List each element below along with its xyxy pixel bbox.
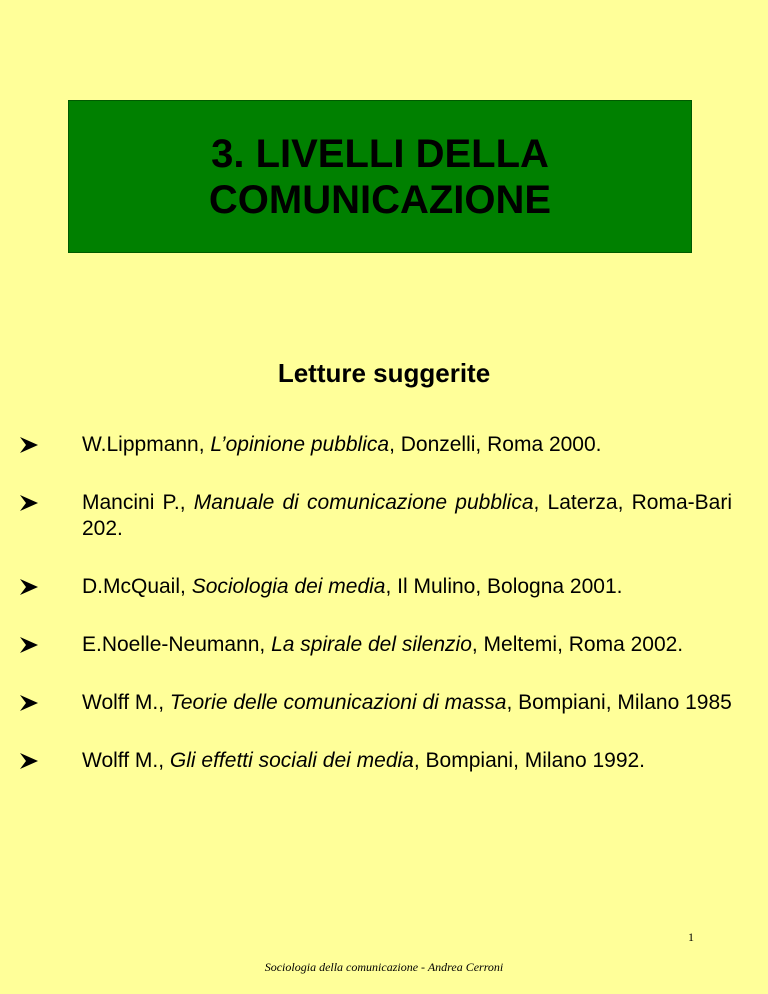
ref-author: E.Noelle-Neumann, <box>82 633 272 656</box>
title-line-1: 3. LIVELLI DELLA <box>211 131 549 176</box>
list-item <box>20 690 732 716</box>
arrow-bullet-icon <box>20 495 38 511</box>
ref-author: W.Lippmann, <box>82 433 211 456</box>
ref-author: Wolff M., <box>82 691 170 714</box>
arrow-bullet-icon <box>20 437 38 453</box>
list-item <box>20 632 732 658</box>
list-item <box>20 490 732 542</box>
ref-work: Gli effetti sociali dei media <box>169 749 414 772</box>
ref-publisher: , Il Mulino, Bologna 2001. <box>385 575 623 598</box>
title-box <box>68 100 692 253</box>
ref-publisher: , Donzelli, Roma 2000. <box>389 433 602 456</box>
ref-work: Manuale di comunicazione pubblica <box>193 491 534 514</box>
list-item <box>20 574 732 600</box>
arrow-bullet-icon <box>20 579 38 595</box>
ref-work: L’opinione pubblica <box>210 433 390 456</box>
ref-work: La spirale del silenzio <box>271 633 472 656</box>
list-item <box>20 432 732 458</box>
ref-work: Teorie delle comunicazioni di massa <box>169 691 507 714</box>
reference-list <box>20 432 732 806</box>
title-line-2: COMUNICAZIONE <box>208 177 552 222</box>
ref-publisher: , Meltemi, Roma 2002. <box>471 633 684 656</box>
ref-author: Wolff M., <box>82 749 170 772</box>
section-heading: Letture suggerite <box>277 358 491 388</box>
page-number: 1 <box>688 930 694 944</box>
page-footer: Sociologia della comunicazione - Andrea Cerroni <box>264 960 504 974</box>
arrow-bullet-icon <box>20 753 38 769</box>
ref-publisher: , Bompiani, Milano 1985 <box>506 691 732 714</box>
ref-work: Sociologia dei media <box>191 575 386 598</box>
ref-publisher: , Bompiani, Milano 1992. <box>413 749 646 772</box>
arrow-bullet-icon <box>20 695 38 711</box>
ref-author: D.McQuail, <box>82 575 192 598</box>
arrow-bullet-icon <box>20 637 38 653</box>
ref-author: Mancini P., <box>82 491 194 514</box>
list-item <box>20 748 732 774</box>
ref-publisher: , Laterza, Roma-Bari 202. <box>82 491 732 540</box>
